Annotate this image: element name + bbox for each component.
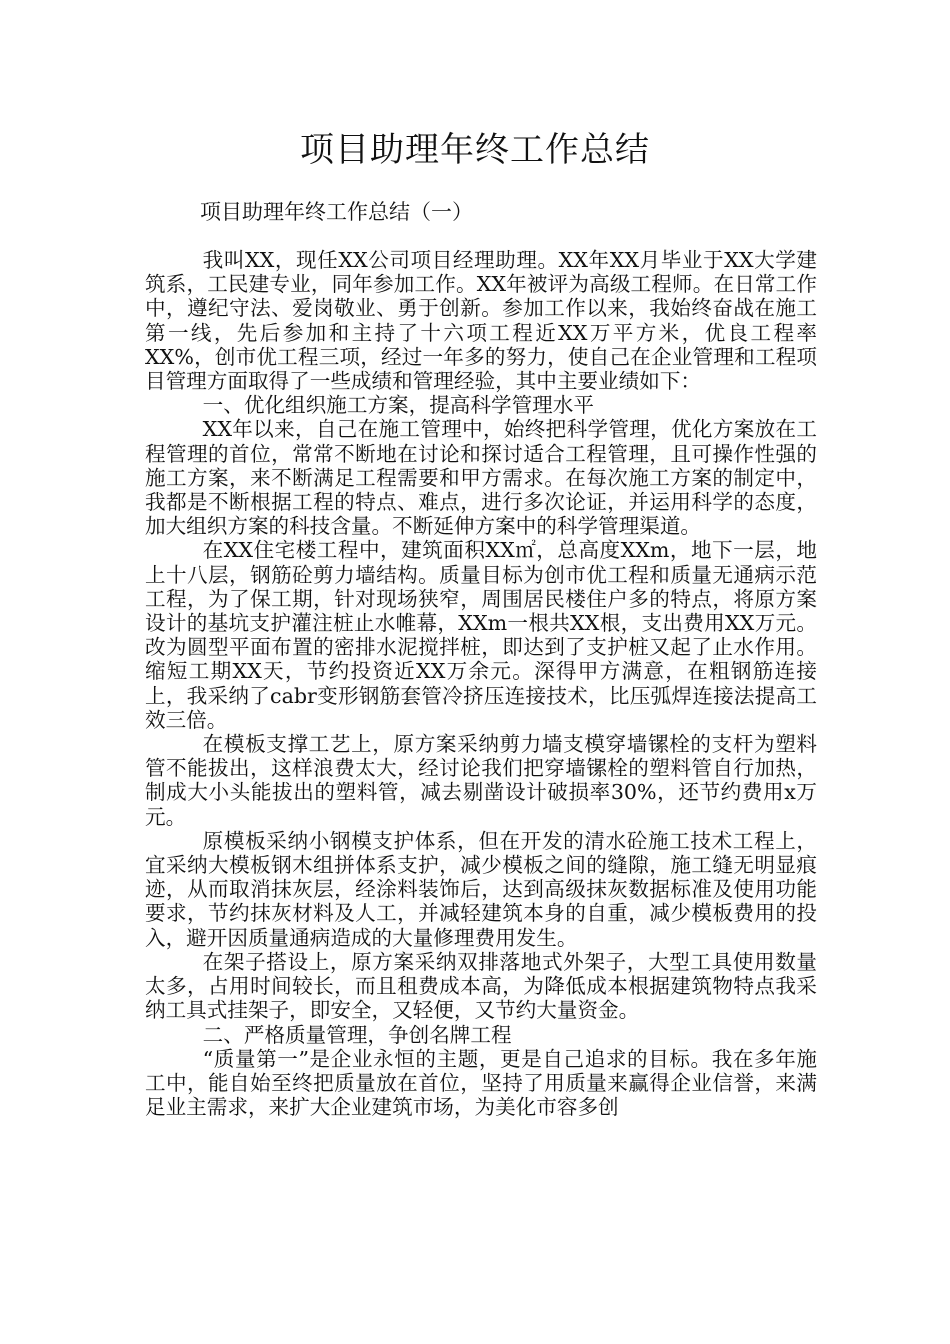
section-heading-1: 一、优化组织施工方案，提高科学管理水平: [202, 393, 594, 418]
document-title: 项目助理年终工作总结: [300, 130, 650, 170]
document-subtitle: 项目助理年终工作总结（一）: [200, 200, 473, 224]
section-heading-2: 二、严格质量管理，争创名牌工程: [202, 1022, 512, 1047]
paragraph: “质量第一”是企业永恒的主题，更是自己追求的目标。我在多年施工中，能自始至终把质量放在首位，坚持了用质量来赢得企业信誉，来满足业主需求，来扩大企业建筑市场，为美化市容多创: [145, 1046, 817, 1120]
paragraph: 在模板支撑工艺上，原方案采纳剪力墙支模穿墙镙栓的支杆为塑料管不能拔出，这样浪费太大，经讨论我们把穿墙镙栓的塑料管自行加热，制成大小头能拔出的塑料管，减去剔凿设计破损率30%，还节约费用x万元。: [145, 732, 817, 829]
paragraph: 在XX住宅楼工程中，建筑面积XX㎡，总高度XXm，地下一层，地上十八层，钢筋砼剪力墙结构。质量目标为创市优工程和质量无通病示范工程，为了保工期，针对现场狭窄，周围居民楼住户多的特点，将原方案设计的基坑支护灌注桩止水帷幕，XXm一根共XX根，支出费用XX万元。改为圆型平面布置的密排水泥搅拌桩，即达到了支护桩又起了止水作用。缩短工期XX天，节约投资近XX万余元。深得甲方满意，在粗钢筋连接上，我采纳了cabr变形钢筋套管冷挤压连接技术，比压弧焊连接法提高工效三倍。: [145, 538, 817, 732]
paragraph-intro: 我叫XX，现任XX公司项目经理助理。XX年XX月毕业于XX大学建筑系，工民建专业，同年参加工作。XX年被评为高级工程师。在日常工作中，遵纪守法、爱岗敬业、勇于创新。参加工作以来，我始终奋战在施工第一线，先后参加和主持了十六项工程近XX万平方米，优良工程率XX%，创市优工程三项，经过一年多的努力，使自己在企业管理和工程项目管理方面取得了一些成绩和管理经验，其中主要业绩如下：: [145, 248, 817, 394]
paragraph: 原模板采纳小钢模支护体系，但在开发的清水砼施工技术工程上，宜采纳大模板钢木组拼体系支护，减少模板之间的缝隙，施工缝无明显痕迹，从而取消抹灰层，经涂料装饰后，达到高级抹灰数据标准及使用功能要求，节约抹灰材料及人工，并减轻建筑本身的自重，减少模板费用的投入，避开因质量通病造成的大量修理费用发生。: [145, 828, 817, 950]
document-body: [145, 248, 817, 1119]
paragraph: 在架子搭设上，原方案采纳双排落地式外架子，大型工具使用数量太多，占用时间较长，而且租费成本高，为降低成本根据建筑物特点我采纳工具式挂架子，即安全，又轻便，又节约大量资金。: [145, 949, 817, 1023]
paragraph: XX年以来，自己在施工管理中，始终把科学管理，优化方案放在工程管理的首位，常常不断地在讨论和探讨适合工程管理，且可操作性强的施工方案，来不断满足工程需要和甲方需求。在每次施工方案的制定中，我都是不断根据工程的特点、难点，进行多次论证，并运用科学的态度，加大组织方案的科技含量。不断延伸方案中的科学管理渠道。: [145, 417, 817, 539]
